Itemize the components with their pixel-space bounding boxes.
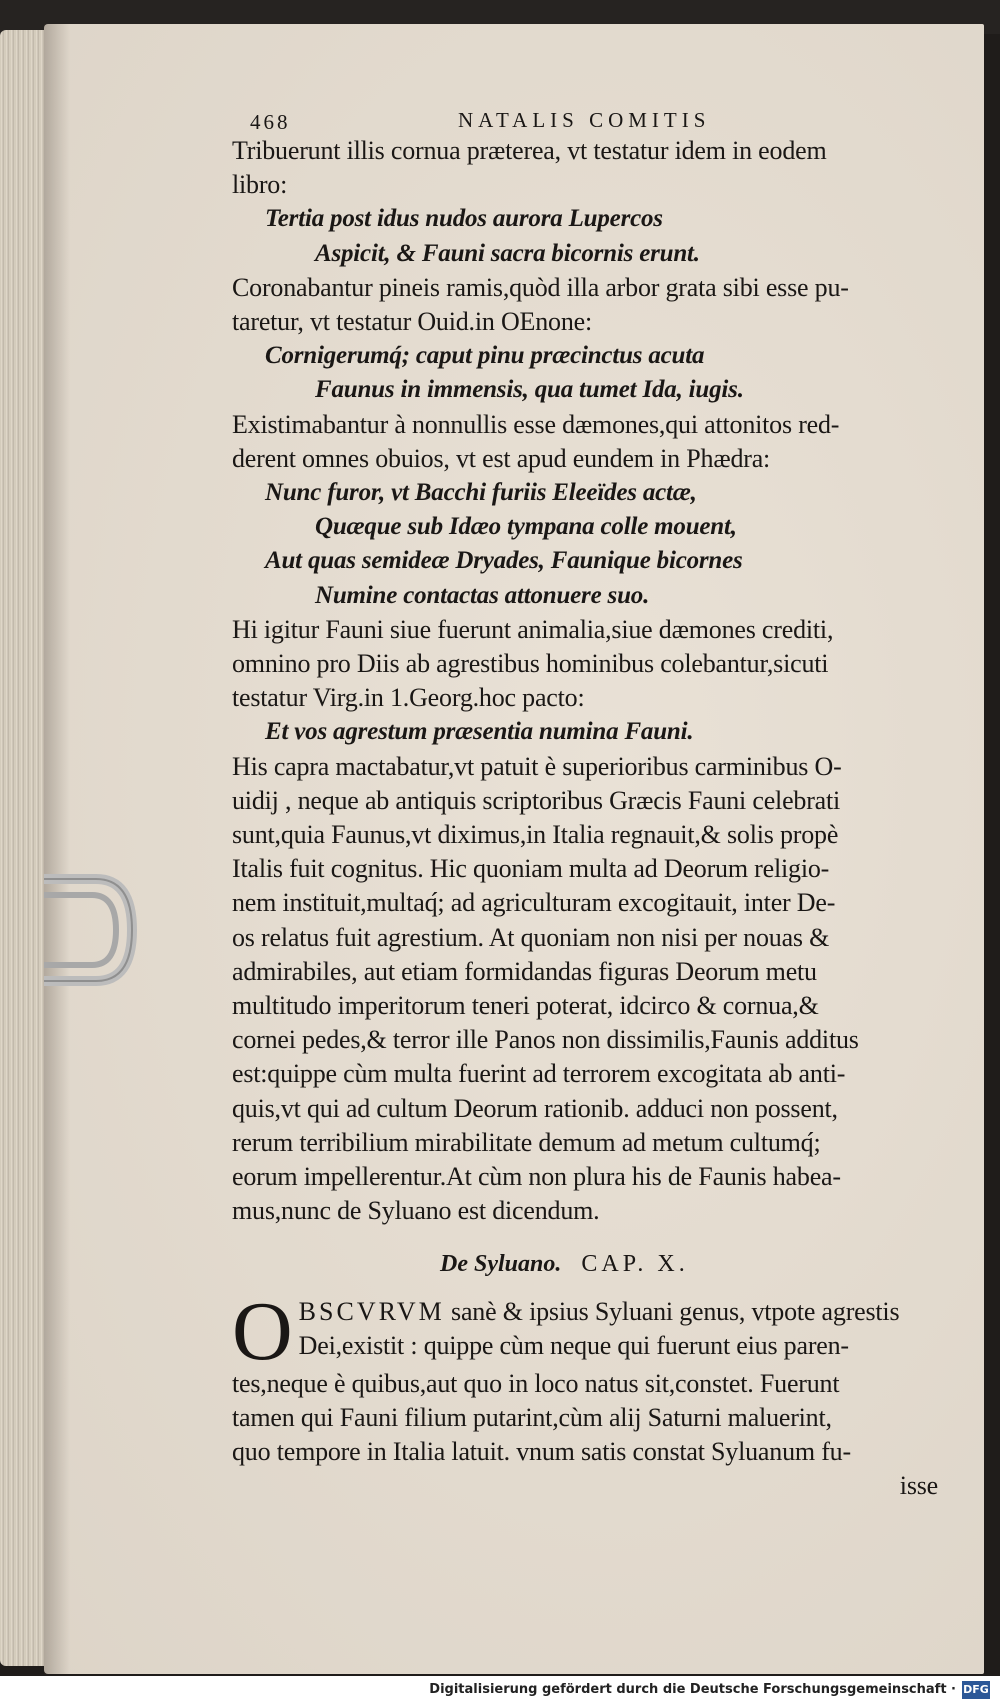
text-line: Hi igitur Fauni siue fuerunt animalia,siue dæmones crediti, — [232, 614, 834, 644]
text-line: quis,vt qui ad cultum Deorum rationib. adduci non possent, — [232, 1093, 838, 1123]
text-line: admirabiles, aut etiam formidandas figuras Deorum metu — [232, 956, 817, 986]
text-line: taretur, vt testatur Ouid.in OEnone: — [232, 307, 592, 337]
text-line: nem instituit,multaq́; ad agriculturam excogitauit, inter De- — [232, 888, 836, 918]
first-word-smallcaps: BSCVRVM — [298, 1296, 445, 1326]
text-line: eorum impellerentur.At cùm non plura his de Faunis habea- — [232, 1162, 841, 1192]
verse-line: Tertia post idus nudos aurora Lupercos — [265, 205, 663, 233]
text-line: libro: — [232, 170, 288, 200]
verse-line: Cornigerumq́; caput pinu præcinctus acuta — [265, 342, 705, 370]
text-line: quo tempore in Italia latuit. vnum satis constat Syluanum fu- — [232, 1436, 851, 1466]
chapter-lines — [232, 1367, 946, 1470]
text-line: Existimabantur à nonnullis esse dæmones,qui attonitos red- — [232, 409, 840, 439]
chapter-paragraph — [232, 1284, 946, 1504]
text-line: His capra mactabatur,vt patuit è superioribus carminibus O- — [232, 751, 842, 781]
running-head — [232, 104, 946, 134]
verse-line: Numine contactas attonuere suo. — [315, 581, 650, 609]
text-line: est:quippe cùm multa fuerint ad terrorem excogitata ab anti- — [232, 1059, 846, 1089]
dfg-logo: DFG — [962, 1681, 990, 1699]
verse-line: Quæque sub Idæo tympana colle mouent, — [315, 513, 737, 541]
text-line: Italis fuit cognitus. Hic quoniam multa ad Deorum religio- — [232, 854, 830, 884]
text-line: uidij , neque ab antiquis scriptoribus Græcis Fauni celebrati — [232, 785, 841, 815]
text-line: omnino pro Diis ab agrestibus hominibus colebantur,sicuti — [232, 649, 829, 679]
verse-line: Nunc furor, vt Bacchi furiis Eleeïdes actæ, — [265, 479, 697, 507]
text-line: rerum terribilium mirabilitate demum ad metum cultumq́; — [232, 1127, 821, 1157]
verse-line: Aspicit, & Fauni sacra bicornis erunt. — [315, 239, 700, 267]
text-line: Dei,existit : quippe cùm neque qui fuerunt eius paren- — [298, 1330, 849, 1360]
body-text — [232, 134, 946, 1229]
text-line: os relatus fuit agrestium. At quoniam non nisi per nouas & — [232, 922, 830, 952]
text-line: cornei pedes,& terror ille Panos non dissimilis,Faunis additus — [232, 1025, 859, 1055]
running-head-title: NATALIS COMITIS — [458, 108, 711, 132]
footer-bar — [0, 1676, 1000, 1706]
footer-credit: Digitalisierung gefördert durch die Deutsche Forschungsgemeinschaft · — [429, 1682, 956, 1697]
drop-cap-initial: O — [232, 1284, 293, 1378]
verse-line: Et vos agrestum præsentia numina Fauni. — [265, 718, 694, 746]
first-line-text: sanè & ipsius Syluani genus, vtpote agrestis — [444, 1296, 900, 1326]
verse-line: Aut quas semideæ Dryades, Faunique bicornes — [265, 547, 743, 575]
gutter-shadow — [44, 24, 70, 1674]
catchword: isse — [899, 1471, 938, 1501]
paper-clip-icon — [44, 869, 144, 991]
text-line: tes,neque è quibus,aut quo in loco natus sit,constet. Fuerunt — [232, 1368, 840, 1398]
text-line: multitudo imperitorum teneri poterat, idcirco & cornua,& — [232, 991, 819, 1021]
text-line — [232, 1295, 946, 1329]
text-line: derent omnes obuios, vt est apud eundem in Phædra: — [232, 443, 771, 473]
page-text-block — [232, 104, 946, 1503]
text-line: Coronabantur pineis ramis,quòd illa arbor grata sibi esse pu- — [232, 272, 849, 302]
text-line: sunt,quia Faunus,vt diximus,in Italia regnauit,& solis propè — [232, 820, 839, 850]
text-line: mus,nunc de Syluano est dicendum. — [232, 1196, 600, 1226]
text-line: testatur Virg.in 1.Georg.hoc pacto: — [232, 683, 585, 713]
page-number: 468 — [250, 110, 291, 134]
text-line: Tribuerunt illis cornua præterea, vt testatur idem in eodem — [232, 136, 827, 165]
chapter-number: CAP. X. — [581, 1250, 689, 1277]
verse-line: Faunus in immensis, qua tumet Ida, iugis. — [315, 376, 744, 404]
chapter-heading — [232, 1247, 946, 1281]
text-line: tamen qui Fauni filium putarint,cùm alij Saturni maluerint, — [232, 1402, 832, 1432]
chapter-title: De Syluano. — [440, 1250, 562, 1277]
